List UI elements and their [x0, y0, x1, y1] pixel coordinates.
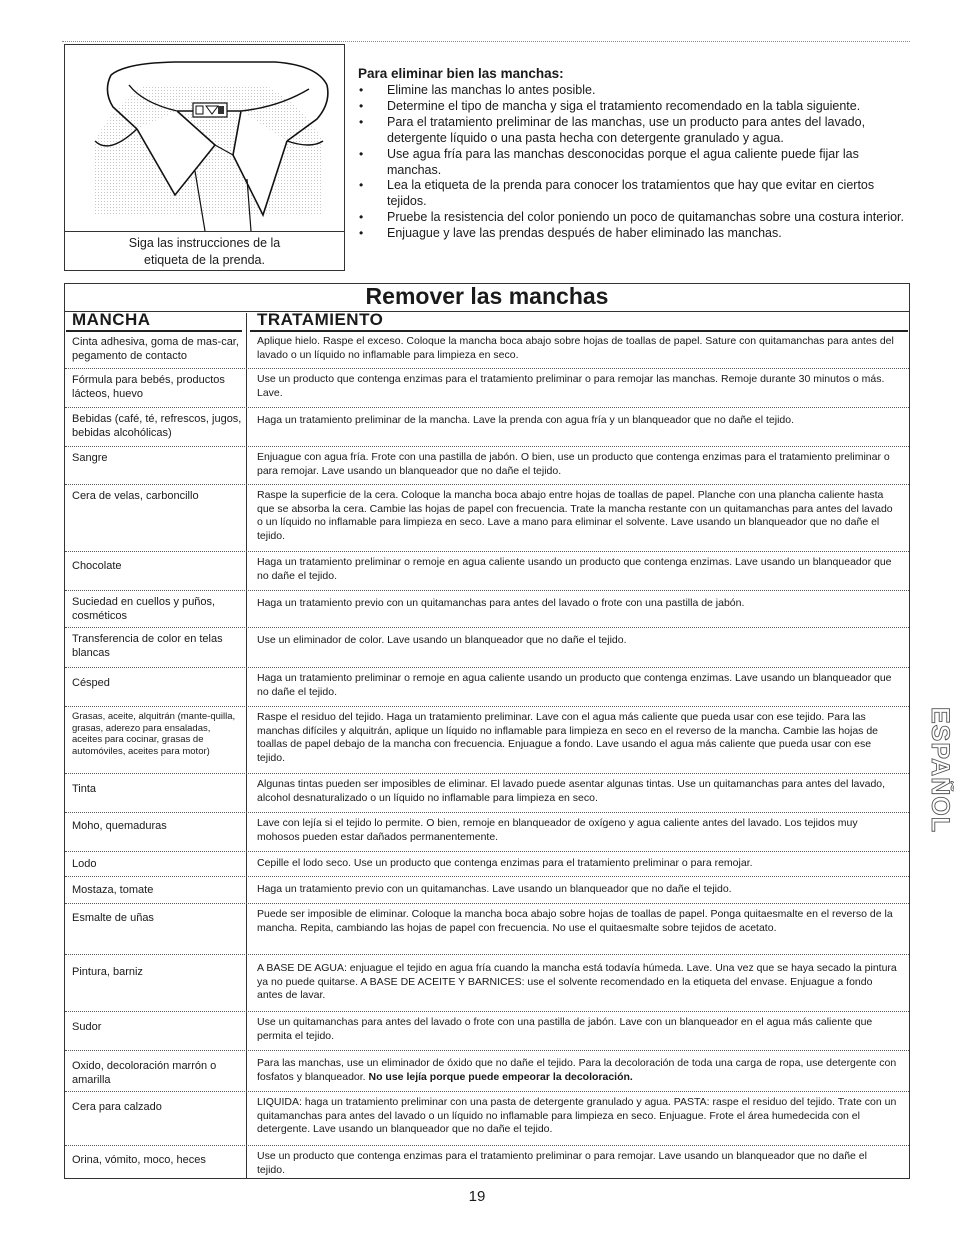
stain-name: Mostaza, tomate — [72, 884, 154, 896]
tip-item: • Enjuague y lave las prendas después de haber eliminado las manchas. — [358, 226, 914, 242]
treatment-text: Lave con lejía si el tejido lo permite. O bien, remoje en blanqueador de oxígeno y agua caliente antes del lavado. Los tejidos muy mohosos pueden estar dañados permanentemente. — [257, 817, 858, 843]
illustration-caption — [65, 231, 344, 270]
stain-name: Chocolate — [72, 560, 122, 572]
stain-name: Transferencia de color en telas blancas — [72, 633, 223, 659]
tip-item: • Use agua fría para las manchas desconocidas porque el agua caliente puede fijar las manchas. — [358, 147, 914, 179]
tip-item: • Elimine las manchas lo antes posible. — [358, 83, 914, 99]
tip-item: • Pruebe la resistencia del color poniendo un poco de quitamanchas sobre una costura interior. — [358, 210, 914, 226]
column-header-treatment: TRATAMIENTO — [257, 310, 384, 329]
stain-name: Sudor — [72, 1021, 102, 1033]
stain-name: Sangre — [72, 452, 108, 464]
tip-item: • Para el tratamiento preliminar de las manchas, use un producto para antes del lavado, detergente líquido o una pasta hecha con detergente granulado y agua. — [358, 115, 914, 147]
stain-name: Suciedad en cuellos y puños, cosméticos — [72, 596, 216, 622]
stain-name: Lodo — [72, 858, 97, 870]
treatment-text: Puede ser imposible de eliminar. Coloque la mancha boca abajo sobre hojas de toallas de papel. Ponga quitaesmalte en el reverso de la mancha. Repita, cambiando las hojas de papel con frecuencia. No use el quitaesmalte sobre tejidos de acetato. — [257, 908, 893, 934]
row-separator — [65, 812, 909, 813]
stain-name: Tinta — [72, 783, 97, 795]
treatment-text: Use un producto que contenga enzimas para el tratamiento preliminar o para remojar. Lave usando un blanqueador que no dañe el tejido. — [257, 1150, 867, 1176]
row-separator — [65, 706, 909, 707]
tip-item: • Lea la etiqueta de la prenda para conocer los tratamientos que hay que evitar en ciertos tejidos. — [358, 178, 914, 210]
treatment-text: Raspe la superficie de la cera. Coloque la mancha boca abajo entre hojas de toallas de papel. Planche con una plancha caliente hasta que se absorba la cera. Cambie las hojas de papel con frecuencia. Trate la mancha restante con un quitamanchas para antes del lavado o un líquido no inflamable para limpieza en seco. Lave a mano para eliminar el solvente. Lave usando un blanqueador que no dañe el tejido. — [257, 489, 893, 542]
row-separator — [65, 368, 909, 369]
row-separator — [65, 407, 909, 408]
stain-name: Césped — [72, 677, 110, 689]
row-separator — [65, 1145, 909, 1146]
stain-name: Grasas, aceite, alquitrán (mante-quilla, grasas, aderezo para ensaladas, aceites para cocinar, grasas de automóviles, aceites para motor) — [72, 711, 236, 757]
treatment-text: Use un quitamanchas para antes del lavado o frote con una pastilla de jabón. Lave con un blanqueador en el agua más caliente que permita el tejido. — [257, 1016, 873, 1042]
row-separator — [65, 1011, 909, 1012]
treatment-text: Haga un tratamiento preliminar de la mancha. Lave la prenda con agua fría y un blanqueador que no dañe el tejido. — [257, 414, 795, 426]
language-side-label — [906, 705, 954, 833]
caption-line-1: Siga las instrucciones de la — [128, 236, 281, 250]
treatment-text: Haga un tratamiento preliminar o remoje en agua caliente usando un producto que contenga enzimas. Lave usando un blanqueador que no dañe el tejido. — [257, 556, 892, 582]
treatment-text: Cepille el lodo seco. Use un producto que contenga enzimas para el tratamiento preliminar o para remojar. — [257, 857, 753, 869]
table-title: Remover las manchas — [365, 283, 609, 309]
tips-title: Para eliminar bien las manchas: — [358, 66, 564, 81]
row-separator — [65, 590, 909, 591]
treatment-text: Use un eliminador de color. Lave usando un blanqueador que no dañe el tejido. — [257, 634, 627, 646]
stain-name: Fórmula para bebés, productos lácteos, huevo — [72, 374, 225, 400]
row-separator — [65, 954, 909, 955]
treatment-text: Algunas tintas pueden ser imposibles de eliminar. El lavado puede asentar algunas tintas. Use un quitamanchas para antes del lavado, alcohol desnaturalizado o un líquido no inflamable para limpieza en seco. — [257, 778, 886, 804]
row-separator — [65, 851, 909, 852]
treatment-text: LIQUIDA: haga un tratamiento preliminar con una pasta de detergente granulado y agua. PASTA: raspe el residuo del tejido. Trate con un quitamanchas para antes del lavado o un líquido no inflamable para limpieza en seco. Enjuague. Frote el área humedecida con el detergente. Lave usando un blanqueador que no dañe el tejido. — [257, 1096, 897, 1136]
tips-list — [358, 83, 914, 242]
stain-name: Bebidas (café, té, refrescos, jugos, bebidas alcohólicas) — [72, 413, 242, 439]
garment-label-illustration — [64, 44, 345, 271]
treatment-text: Haga un tratamiento preliminar o remoje en agua caliente usando un producto que contenga enzimas. Lave usando un blanqueador que no dañe el tejido. — [257, 672, 892, 698]
column-header-stain: MANCHA — [72, 310, 151, 329]
treatment-text: Haga un tratamiento previo con un quitamanchas. Lave usando un blanqueador que no dañe el tejido. — [257, 883, 732, 895]
row-separator — [65, 667, 909, 668]
stain-header-rule — [66, 330, 242, 332]
stain-name: Pintura, barniz — [72, 966, 143, 978]
tip-item: • Determine el tipo de mancha y siga el tratamiento recomendado en la tabla siguiente. — [358, 99, 914, 115]
treatment-text: Enjuague con agua fría. Frote con una pastilla de jabón. O bien, use un producto que contenga enzimas para el tratamiento preliminar o para remojar. Lave usando un blanqueador que no dañe el tejido. — [257, 451, 890, 477]
row-separator — [65, 446, 909, 447]
stain-name: Cera para calzado — [72, 1101, 162, 1113]
stain-name: Cera de velas, carboncillo — [72, 490, 199, 502]
row-separator — [65, 627, 909, 628]
stain-name: Orina, vómito, moco, heces — [72, 1154, 206, 1166]
row-separator — [65, 876, 909, 877]
language-label-text: ESPAÑOL — [926, 707, 954, 833]
treatment-text: Haga un tratamiento previo con un quitamanchas para antes del lavado o frote con una pastilla de jabón. — [257, 597, 745, 609]
treatment-text: A BASE DE AGUA: enjuague el tejido en agua fría cuando la mancha está todavía húmeda. Lave. Una vez que se haya secado la pintura ya no puede quitarse. A BASE DE ACEITE Y BARNICES: use el solvente recomendado en la etiqueta del envase. Enjuague a fondo antes de lavar. — [257, 962, 897, 1002]
row-separator — [65, 484, 909, 485]
page-number: 19 — [468, 1188, 486, 1205]
stain-name: Moho, quemaduras — [72, 820, 167, 832]
stain-name: Esmalte de uñas — [72, 912, 154, 924]
stain-name: Oxido, decoloración marrón o amarilla — [72, 1060, 217, 1086]
treatment-text: Use un producto que contenga enzimas para el tratamiento preliminar o para remojar las manchas. Remoje durante 30 minutos o más. Lave. — [257, 373, 885, 399]
treatment-warning: No use lejía porque puede empeorar la decoloración. — [368, 1070, 633, 1083]
treatment-header-rule — [250, 330, 908, 332]
treatment-text: Raspe el residuo del tejido. Haga un tratamiento preliminar. Lave con el agua más caliente que pueda usar con ese tejido. Para las manchas difíciles y alquitrán, aplique un líquido no inflamable para limpieza en seco en el reverso de la mancha. Cambie las hojas de toallas de papel debajo de la mancha con frecuencia. Enjuague a fondo. Lave usando el agua más caliente que pueda usar con ese tejido. — [257, 711, 879, 764]
top-dotted-rule — [62, 41, 910, 42]
row-separator — [65, 1050, 909, 1051]
caption-line-2: etiqueta de la prenda. — [144, 253, 265, 267]
treatment-text — [257, 1057, 897, 1084]
row-separator — [65, 1091, 909, 1092]
stain-tips — [358, 66, 914, 242]
row-separator — [65, 773, 909, 774]
shirt-collar-illustration — [65, 45, 344, 231]
treatment-text: Aplique hielo. Raspe el exceso. Coloque la mancha boca abajo sobre hojas de toallas de papel. Sature con quitamanchas para antes del lavado o un líquido no inflamable para limpieza en seco. — [257, 335, 894, 361]
column-divider — [246, 313, 247, 1178]
stain-name: Cinta adhesiva, goma de mas-car, pegamento de contacto — [72, 336, 239, 362]
row-separator — [65, 903, 909, 904]
row-separator — [65, 551, 909, 552]
treatment-text-main: Para las manchas, use un eliminador de óxido que no dañe el tejido. Para la decoloración de toda una carga de ropa, use detergente con fosfatos y blanqueador. — [257, 1057, 897, 1083]
title-rule — [65, 311, 909, 312]
